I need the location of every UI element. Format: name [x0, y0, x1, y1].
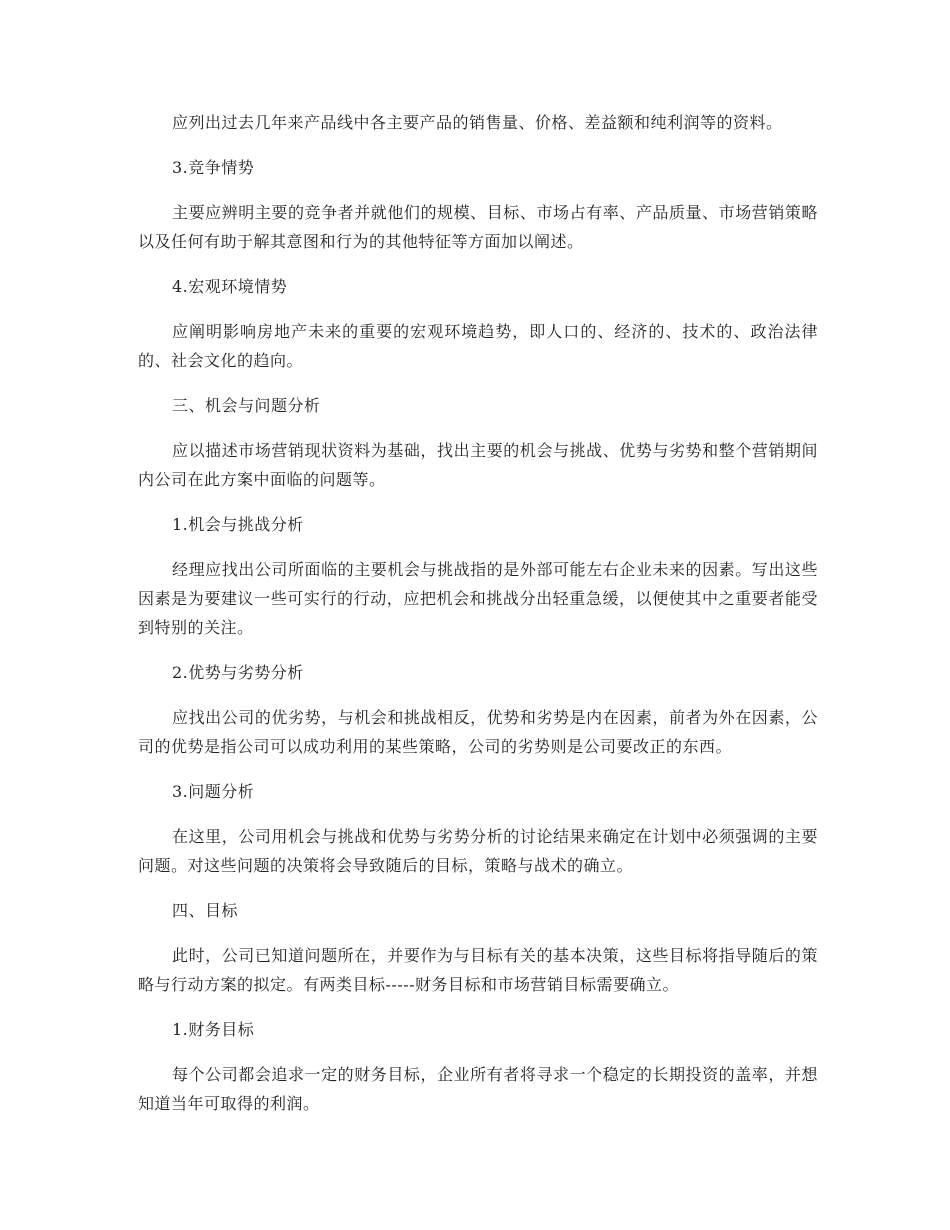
paragraph-competition: 主要应辨明主要的竞争者并就他们的规模、目标、市场占有率、产品质量、市场营销策略以及任何有助于解其意图和行为的其他特征等方面加以阐述。 [138, 203, 818, 251]
heading-financial-objectives: 1.财务目标 [172, 1020, 255, 1039]
paragraph-problem-analysis: 在这里，公司用机会与挑战和优势与劣势分析的讨论结果来确定在计划中必须强调的主要问题。对这些问题的决策将会导致随后的目标，策略与战术的确立。 [138, 827, 818, 875]
heading-competition: 3.竞争情势 [172, 158, 255, 177]
heading-opportunity-challenge: 1.机会与挑战分析 [172, 515, 304, 534]
paragraph-opportunity-problem-analysis: 应以描述市场营销现状资料为基础，找出主要的机会与挑战、优势与劣势和整个营销期间内公司在此方案中面临的问题等。 [138, 441, 818, 489]
paragraph-objectives: 此时，公司已知道问题所在，并要作为与目标有关的基本决策，这些目标将指导随后的策略与行动方案的拟定。有两类目标-----财务目标和市场营销目标需要确立。 [138, 946, 818, 994]
paragraph-macro-environment: 应阐明影响房地产未来的重要的宏观环境趋势，即人口的、经济的、技术的、政治法律的、社会文化的趋向。 [138, 322, 818, 370]
heading-problem-analysis: 3.问题分析 [172, 782, 255, 801]
paragraph-strength-weakness: 应找出公司的优劣势，与机会和挑战相反，优势和劣势是内在因素，前者为外在因素，公司的优势是指公司可以成功利用的某些策略，公司的劣势则是公司要改正的东西。 [138, 708, 818, 756]
heading-macro-environment: 4.宏观环境情势 [172, 277, 288, 296]
heading-opportunity-problem-analysis: 三、机会与问题分析 [172, 396, 321, 415]
heading-objectives: 四、目标 [172, 901, 239, 920]
document-body [138, 108, 818, 1134]
heading-strength-weakness: 2.优势与劣势分析 [172, 663, 304, 682]
paragraph-product-data: 应列出过去几年来产品线中各主要产品的销售量、价格、差益额和纯利润等的资料。 [172, 113, 783, 132]
paragraph-opportunity-challenge: 经理应找出公司所面临的主要机会与挑战指的是外部可能左右企业未来的因素。写出这些因素是为要建议一些可实行的行动，应把机会和挑战分出轻重急缓，以便使其中之重要者能受到特别的关注。 [138, 560, 818, 637]
paragraph-financial-objectives: 每个公司都会追求一定的财务目标，企业所有者将寻求一个稳定的长期投资的盖率，并想知道当年可取得的利润。 [138, 1065, 818, 1113]
